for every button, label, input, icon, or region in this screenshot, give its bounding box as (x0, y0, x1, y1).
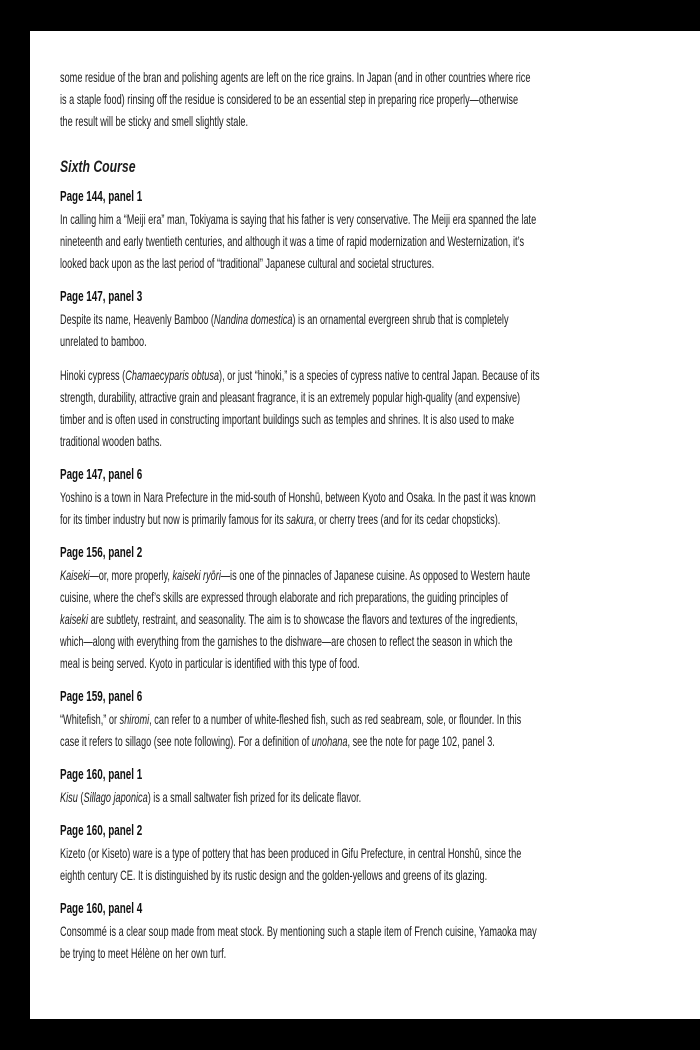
text-segment: ), or just “hinoki,” is a species of cypress native to central Japan. Because of its (219, 367, 540, 383)
italic-term: kaiseki ryōri (172, 567, 221, 583)
italic-term: Sillago japonica (83, 789, 148, 805)
note-section (60, 764, 680, 808)
text-segment: , or cherry trees (and for its cedar chopsticks). (313, 511, 501, 527)
text-segment: Yoshino is a town in Nara Prefecture in the mid-south of Honshū, between Kyoto and Osaka. In the past it was known (60, 489, 536, 505)
text-line (60, 408, 515, 430)
italic-term: Kaiseki (60, 567, 90, 583)
note-paragraph (60, 564, 680, 674)
text-line (60, 586, 509, 608)
italic-term: Kisu (60, 789, 78, 805)
text-segment: unrelated to bamboo. (60, 333, 147, 349)
text-line (60, 88, 519, 110)
text-line (60, 308, 509, 330)
text-segment: ( (77, 789, 84, 805)
text-segment: ) is a small saltwater fish prized for its delicate flavor. (147, 789, 362, 805)
text-line (60, 386, 521, 408)
text-segment: —is one of the pinnacles of Japanese cuisine. As opposed to Western haute (220, 567, 531, 583)
text-segment: Hinoki cypress ( (60, 367, 126, 383)
text-segment: strength, durability, attractive grain and pleasant fragrance, it is an extremely popular high-quality (and expensive) (60, 389, 521, 405)
notes-list (60, 186, 680, 964)
text-segment: Consommé is a clear soup made from meat stock. By mentioning such a staple item of French cuisine, Yamaoka may (60, 923, 537, 939)
text-line (60, 364, 540, 386)
text-segment: looked back upon as the last period of “traditional” Japanese cultural and societal structures. (60, 255, 435, 271)
italic-term: Nandina domestica (213, 311, 293, 327)
note-heading: Page 160, panel 4 (60, 901, 143, 917)
note-heading: Page 160, panel 1 (60, 767, 143, 783)
note-section (60, 286, 680, 452)
text-segment: be trying to meet Hélène on her own turf. (60, 945, 227, 961)
text-line (60, 730, 495, 752)
note-paragraph (60, 842, 680, 886)
text-segment: “Whitefish,” or (60, 711, 120, 727)
text-segment: is a staple food) rinsing off the residue is considered to be an essential step in preparing rice properly—otherwise (60, 91, 519, 107)
text-line (60, 230, 525, 252)
note-paragraph (60, 786, 680, 808)
italic-term: unohana (311, 733, 348, 749)
note-paragraph (60, 486, 680, 530)
italic-term: Chamaecyparis obtusa (125, 367, 220, 383)
text-segment: cuisine, where the chef’s skills are expressed through elaborate and rich preparations, the guiding principles of (60, 589, 509, 605)
document-page (30, 31, 700, 1019)
note-paragraph (60, 308, 680, 352)
text-segment: meal is being served. Kyoto in particular is identified with this type of food. (60, 655, 360, 671)
page-content (60, 66, 680, 976)
italic-term: shiromi (119, 711, 150, 727)
italic-term: sakura (286, 511, 314, 527)
text-line (60, 252, 466, 274)
note-section (60, 820, 680, 886)
text-segment: , see the note for page 102, panel 3. (347, 733, 495, 749)
text-line (60, 508, 501, 530)
text-line (60, 208, 537, 230)
text-line (60, 630, 513, 652)
text-segment: —or, more properly, (89, 567, 173, 583)
note-paragraph (60, 920, 680, 964)
text-line (60, 330, 466, 352)
note-paragraph (60, 708, 680, 752)
text-line (60, 564, 531, 586)
text-line (60, 942, 466, 964)
intro-paragraph (60, 66, 680, 132)
text-segment: In calling him a “Meiji era” man, Tokiyama is saying that his father is very conservative. The Meiji era spanned the late (60, 211, 537, 227)
note-heading: Page 156, panel 2 (60, 545, 143, 561)
text-segment: Despite its name, Heavenly Bamboo ( (60, 311, 214, 327)
note-section (60, 542, 680, 674)
note-paragraph (60, 208, 680, 274)
text-line (60, 708, 522, 730)
text-line (60, 920, 537, 942)
note-heading: Page 147, panel 3 (60, 289, 143, 305)
italic-term: kaiseki (60, 611, 89, 627)
course-title: Sixth Course (60, 157, 136, 176)
text-segment: nineteenth and early twentieth centuries, and although it was a time of rapid modernization and Westernization, it’s (60, 233, 525, 249)
text-segment: are subtlety, restraint, and seasonality. The aim is to showcase the flavors and textures of the ingredients, (88, 611, 518, 627)
note-heading: Page 144, panel 1 (60, 189, 143, 205)
text-segment: , can refer to a number of white-fleshed fish, such as red seabream, sole, or flounder. In this (149, 711, 522, 727)
text-line (60, 842, 522, 864)
text-segment: Kizeto (or Kiseto) ware is a type of pottery that has been produced in Gifu Prefecture, in central Honshū, since the (60, 845, 522, 861)
text-segment: which—along with everything from the garnishes to the dishware—are chosen to reflect the season in which the (60, 633, 513, 649)
text-segment: some residue of the bran and polishing agents are left on the rice grains. In Japan (and in other countries where rice (60, 69, 531, 85)
text-segment: the result will be sticky and smell slightly stale. (60, 113, 249, 129)
text-line (60, 110, 466, 132)
note-heading: Page 160, panel 2 (60, 823, 143, 839)
text-segment: eighth century CE. It is distinguished by its rustic design and the golden-yellows and greens of its glazing. (60, 867, 488, 883)
note-heading: Page 147, panel 6 (60, 467, 143, 483)
text-line (60, 430, 466, 452)
note-paragraph (60, 364, 680, 452)
text-line (60, 66, 531, 88)
note-section (60, 464, 680, 530)
text-segment: case it refers to sillago (see note following). For a definition of (60, 733, 312, 749)
text-segment: ) is an ornamental evergreen shrub that is completely (292, 311, 509, 327)
text-line (60, 608, 518, 630)
note-heading: Page 159, panel 6 (60, 689, 143, 705)
note-section (60, 686, 680, 752)
note-section (60, 898, 680, 964)
text-line (60, 486, 536, 508)
text-line (60, 786, 466, 808)
text-segment: for its timber industry but now is primarily famous for its (60, 511, 287, 527)
note-section (60, 186, 680, 274)
text-segment: traditional wooden baths. (60, 433, 162, 449)
text-segment: timber and is often used in constructing important buildings such as temples and shrines. It is also used to make (60, 411, 515, 427)
text-line (60, 864, 488, 886)
text-line (60, 652, 466, 674)
